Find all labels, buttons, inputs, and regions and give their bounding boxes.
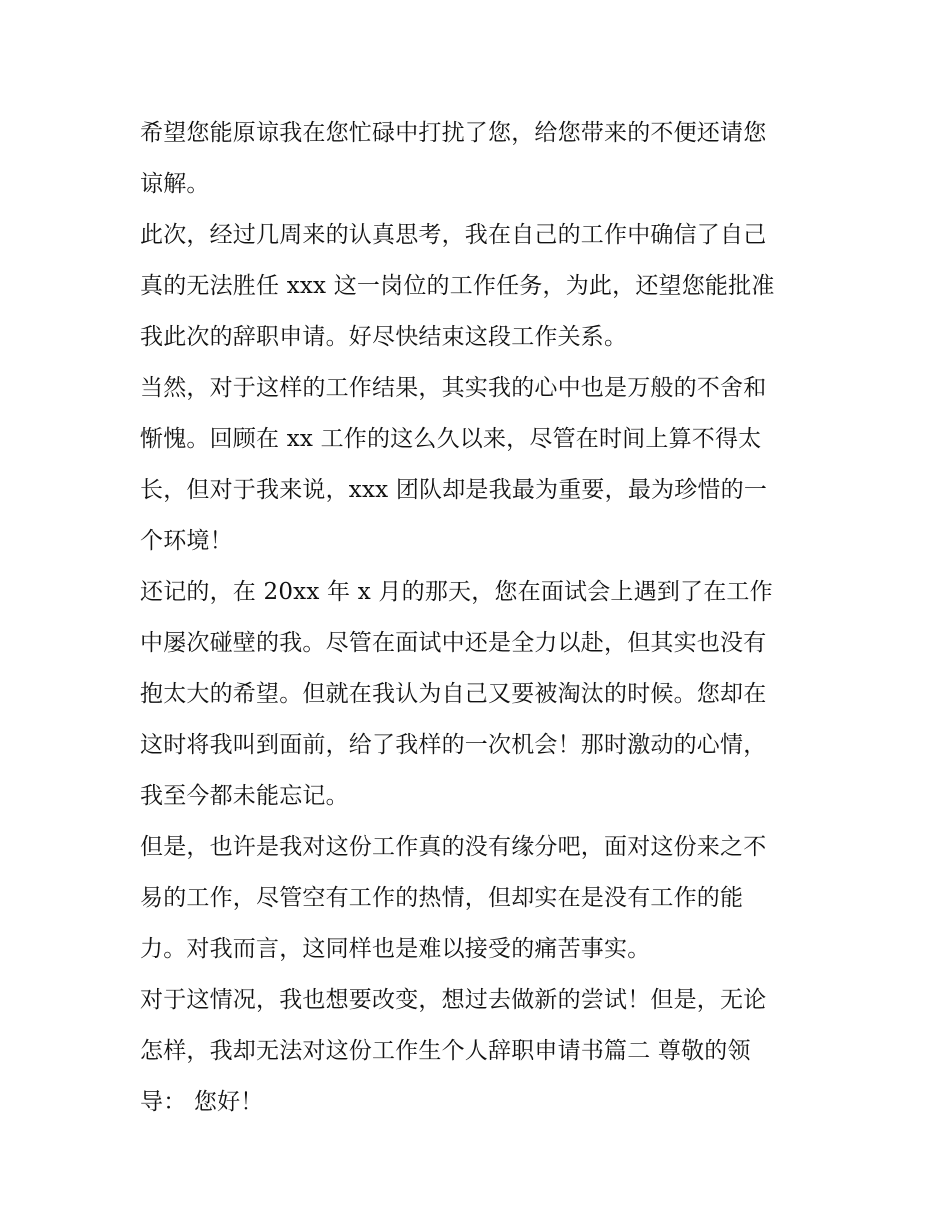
text-line: 力。对我而言，这同样也是难以接受的痛苦事实。 [140, 936, 651, 962]
text-line: 真的无法胜任 xxx 这一岗位的工作任务，为此，还望您能批准 [140, 273, 775, 299]
text-line: 导： 您好！ [140, 1089, 264, 1115]
text-line: 抱太大的希望。但就在我认为自己又要被淘汰的时候。您却在 [140, 681, 767, 707]
paragraph-apology [140, 108, 820, 210]
text-line: 谅解。 [140, 171, 210, 197]
text-line: 个环境！ [140, 528, 233, 554]
text-line: 但是，也许是我对这份工作真的没有缘分吧，面对这份来之不 [140, 834, 767, 860]
document-page [140, 108, 820, 1128]
text-line: 我此次的辞职申请。好尽快结束这段工作关系。 [140, 324, 628, 350]
paragraph-reluctance [140, 363, 820, 567]
text-line: 此次，经过几周来的认真思考，我在自己的工作中确信了自己 [140, 222, 767, 248]
text-line: 这时将我叫到面前，给了我样的一次机会！那时激动的心情， [140, 732, 767, 758]
text-line: 怎样，我却无法对这份工作生个人辞职申请书篇二 尊敬的领 [140, 1038, 751, 1064]
paragraph-inability [140, 822, 820, 975]
text-line: 我至今都未能忘记。 [140, 783, 349, 809]
paragraph-closing [140, 975, 820, 1128]
text-line: 惭愧。回顾在 xx 工作的这么久以来，尽管在时间上算不得太 [140, 426, 762, 452]
text-line: 当然，对于这样的工作结果，其实我的心中也是万般的不舍和 [140, 375, 767, 401]
text-line: 还记的，在 20xx 年 x 月的那天，您在面试会上遇到了在工作 [140, 579, 773, 605]
text-line: 长，但对于我来说，xxx 团队却是我最为重要，最为珍惜的一 [140, 477, 768, 503]
text-line: 对于这情况，我也想要改变，想过去做新的尝试！但是，无论 [140, 987, 767, 1013]
text-line: 中屡次碰壁的我。尽管在面试中还是全力以赴，但其实也没有 [140, 630, 767, 656]
text-line: 希望您能原谅我在您忙碌中打扰了您，给您带来的不便还请您 [140, 120, 767, 146]
paragraph-resignation-request [140, 210, 820, 363]
paragraph-memory [140, 567, 820, 822]
text-line: 易的工作，尽管空有工作的热情，但却实在是没有工作的能 [140, 885, 744, 911]
